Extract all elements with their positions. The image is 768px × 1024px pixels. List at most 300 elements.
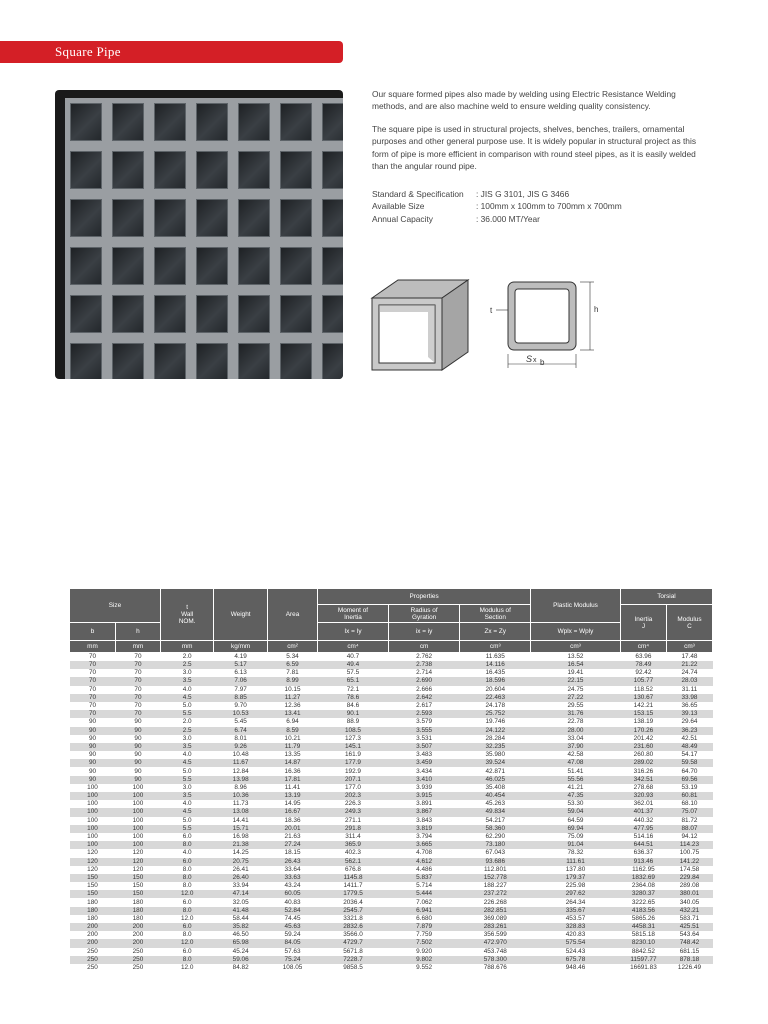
table-cell: 2.642	[388, 694, 460, 702]
unit-cell: kg/mm	[214, 641, 267, 653]
table-cell: 70	[116, 677, 161, 685]
table-cell: 141.22	[666, 858, 712, 866]
table-cell: 12.0	[160, 939, 213, 947]
header-modulus-torsial: Modulus	[677, 615, 702, 623]
header-modulus-c	[666, 605, 712, 641]
table-cell: 68.10	[666, 800, 712, 808]
table-cell: 31.11	[666, 686, 712, 694]
table-cell: 3.410	[388, 776, 460, 784]
table-cell: 278.68	[620, 784, 666, 792]
table-cell: 21.38	[214, 841, 267, 849]
table-cell: 161.9	[318, 751, 389, 759]
table-cell: 7.062	[388, 898, 460, 906]
table-cell: 150	[70, 890, 116, 898]
table-cell: 200	[116, 931, 161, 939]
spec-row-capacity	[372, 213, 622, 225]
table-cell: 19.746	[460, 718, 531, 726]
table-cell: 4.5	[160, 808, 213, 816]
table-cell: 562.1	[318, 858, 389, 866]
table-cell: 90	[70, 751, 116, 759]
table-cell: 100	[70, 800, 116, 808]
table-cell: 93.686	[460, 858, 531, 866]
table-cell: 180	[116, 898, 161, 906]
table-cell: 58.44	[214, 915, 267, 923]
unit-cell: cm	[388, 641, 460, 653]
table-cell: 150	[70, 874, 116, 882]
header-wall-t: t	[186, 604, 189, 611]
table-cell: 52.84	[267, 907, 317, 915]
table-cell: 64.70	[666, 767, 712, 775]
table-cell: 10.15	[267, 686, 317, 694]
table-cell: 90	[70, 735, 116, 743]
table-cell: 3280.37	[620, 890, 666, 898]
label-s: S	[526, 354, 533, 364]
table-cell: 4.5	[160, 759, 213, 767]
spec-row-size	[372, 200, 622, 212]
table-cell: 200	[70, 923, 116, 931]
table-cell: 2036.4	[318, 898, 389, 906]
table-cell: 5.5	[160, 825, 213, 833]
pipe-end	[107, 98, 149, 146]
table-cell: 10.21	[267, 735, 317, 743]
table-cell: 16691.83	[620, 964, 666, 972]
table-cell: 3.555	[388, 727, 460, 735]
table-cell: 11.27	[267, 694, 317, 702]
table-cell: 3.891	[388, 800, 460, 808]
spec-row-standard	[372, 188, 622, 200]
table-cell: 114.23	[666, 841, 712, 849]
table-cell: 8.01	[214, 735, 267, 743]
table-cell: 453.57	[531, 915, 621, 923]
table-cell: 100.75	[666, 849, 712, 857]
pipe-end	[275, 242, 317, 290]
table-cell: 207.1	[318, 776, 389, 784]
table-cell: 11.67	[214, 759, 267, 767]
header-radius-2: Gyration	[412, 613, 437, 621]
table-cell: 24.74	[666, 669, 712, 677]
table-cell: 17.81	[267, 776, 317, 784]
table-cell: 14.95	[267, 800, 317, 808]
table-row	[70, 677, 713, 685]
table-cell: 47.14	[214, 890, 267, 898]
table-cell: 16.67	[267, 808, 317, 816]
table-cell: 1226.49	[666, 964, 712, 972]
header-c: C	[687, 622, 692, 630]
table-cell: 8.99	[267, 677, 317, 685]
header-j: J	[641, 622, 646, 630]
table-row	[70, 718, 713, 726]
table-cell: 37.90	[531, 743, 621, 751]
table-cell: 5.0	[160, 767, 213, 775]
table-row	[70, 948, 713, 956]
unit-cell: cm³	[460, 641, 531, 653]
table-cell: 90	[70, 767, 116, 775]
table-cell: 108.5	[318, 727, 389, 735]
table-cell: 73.180	[460, 841, 531, 849]
pipe-end	[233, 146, 275, 194]
unit-cell: mm	[160, 641, 213, 653]
table-cell: 90	[70, 718, 116, 726]
section-title: Square Pipe	[55, 44, 121, 59]
table-cell: 69.56	[666, 776, 712, 784]
header-b: b	[70, 623, 116, 641]
table-cell: 64.59	[531, 817, 621, 825]
table-cell: 250	[70, 956, 116, 964]
table-cell: 41.21	[531, 784, 621, 792]
table-cell: 3.507	[388, 743, 460, 751]
table-cell: 40.7	[318, 653, 389, 662]
table-cell: 27.24	[267, 841, 317, 849]
header-zx: Zx = Zy	[460, 623, 531, 641]
table-cell: 260.80	[620, 751, 666, 759]
table-cell: 22.15	[531, 677, 621, 685]
table-cell: 229.84	[666, 874, 712, 882]
table-cell: 100	[116, 817, 161, 825]
table-cell: 1779.5	[318, 890, 389, 898]
table-cell: 39.524	[460, 759, 531, 767]
label-b: b	[540, 358, 545, 367]
table-cell: 913.46	[620, 858, 666, 866]
table-cell: 3.915	[388, 792, 460, 800]
table-cell: 90	[70, 727, 116, 735]
table-cell: 26.40	[214, 874, 267, 882]
table-cell: 10.48	[214, 751, 267, 759]
table-cell: 401.37	[620, 808, 666, 816]
table-cell: 342.51	[620, 776, 666, 784]
table-cell: 11.79	[267, 743, 317, 751]
table-row	[70, 792, 713, 800]
table-cell: 226.268	[460, 898, 531, 906]
table-cell: 33.04	[531, 735, 621, 743]
table-cell: 5.837	[388, 874, 460, 882]
table-cell: 9.802	[388, 956, 460, 964]
pipe-3d-drawing	[372, 280, 468, 370]
table-cell: 283.261	[460, 923, 531, 931]
table-cell: 5.0	[160, 817, 213, 825]
table-cell: 75.07	[666, 808, 712, 816]
table-cell: 201.42	[620, 735, 666, 743]
table-cell: 90	[116, 759, 161, 767]
table-cell: 9.552	[388, 964, 460, 972]
table-cell: 84.82	[214, 964, 267, 972]
table-cell: 7.759	[388, 931, 460, 939]
table-cell: 16.98	[214, 833, 267, 841]
table-cell: 179.37	[531, 874, 621, 882]
table-row	[70, 743, 713, 751]
table-cell: 78.32	[531, 849, 621, 857]
table-cell: 118.52	[620, 686, 666, 694]
table-cell: 112.801	[460, 866, 531, 874]
table-cell: 84.6	[318, 702, 389, 710]
table-cell: 90.1	[318, 710, 389, 718]
pipe-end	[317, 242, 343, 290]
header-moment-1: Moment of	[337, 606, 369, 614]
table-cell: 9.920	[388, 948, 460, 956]
table-cell: 27.22	[531, 694, 621, 702]
table-cell: 18.36	[267, 817, 317, 825]
table-cell: 137.80	[531, 866, 621, 874]
table-row	[70, 890, 713, 898]
table-cell: 644.51	[620, 841, 666, 849]
table-cell: 70	[116, 686, 161, 694]
table-cell: 21.22	[666, 661, 712, 669]
unit-cell: mm	[116, 641, 161, 653]
table-cell: 948.46	[531, 964, 621, 972]
table-cell: 12.0	[160, 964, 213, 972]
table-cell: 578.300	[460, 956, 531, 964]
table-cell: 31.76	[531, 710, 621, 718]
table-cell: 4458.31	[620, 923, 666, 931]
table-cell: 138.19	[620, 718, 666, 726]
table-cell: 177.9	[318, 759, 389, 767]
table-cell: 3.0	[160, 784, 213, 792]
table-cell: 5.714	[388, 882, 460, 890]
header-rx: ix = iy	[388, 623, 460, 641]
table-cell: 90	[70, 743, 116, 751]
table-cell: 63.96	[620, 653, 666, 662]
table-cell: 58.360	[460, 825, 531, 833]
table-row	[70, 939, 713, 947]
table-cell: 369.089	[460, 915, 531, 923]
table-row	[70, 858, 713, 866]
table-cell: 70	[116, 661, 161, 669]
table-cell: 94.12	[666, 833, 712, 841]
table-cell: 250	[116, 948, 161, 956]
table-cell: 4183.56	[620, 907, 666, 915]
table-cell: 24.75	[531, 686, 621, 694]
pipe-end	[65, 146, 107, 194]
table-cell: 681.15	[666, 948, 712, 956]
table-row	[70, 710, 713, 718]
table-cell: 575.54	[531, 939, 621, 947]
table-cell: 45.63	[267, 923, 317, 931]
table-cell: 226.3	[318, 800, 389, 808]
label-h: h	[594, 305, 599, 314]
table-cell: 250	[70, 948, 116, 956]
table-cell: 2832.6	[318, 923, 389, 931]
table-cell: 33.64	[267, 866, 317, 874]
table-cell: 583.71	[666, 915, 712, 923]
table-cell: 14.87	[267, 759, 317, 767]
table-cell: 7.81	[267, 669, 317, 677]
pipe-end	[65, 194, 107, 242]
table-cell: 289.02	[620, 759, 666, 767]
table-cell: 78.49	[620, 661, 666, 669]
table-cell: 90	[70, 759, 116, 767]
table-cell: 48.49	[666, 743, 712, 751]
table-cell: 180	[70, 898, 116, 906]
table-cell: 108.05	[267, 964, 317, 972]
table-cell: 145.1	[318, 743, 389, 751]
table-cell: 18.596	[460, 677, 531, 685]
table-cell: 7.97	[214, 686, 267, 694]
table-cell: 3.483	[388, 751, 460, 759]
header-wall-nom: NOM.	[178, 618, 196, 625]
table-cell: 200	[116, 939, 161, 947]
table-cell: 335.67	[531, 907, 621, 915]
table-row	[70, 898, 713, 906]
table-cell: 54.17	[666, 751, 712, 759]
pipe-end	[107, 146, 149, 194]
table-cell: 24.122	[460, 727, 531, 735]
table-cell: 202.3	[318, 792, 389, 800]
pipe-end	[107, 194, 149, 242]
table-cell: 28.284	[460, 735, 531, 743]
table-cell: 200	[70, 931, 116, 939]
table-cell: 59.58	[666, 759, 712, 767]
table-cell: 28.03	[666, 677, 712, 685]
table-row	[70, 653, 713, 662]
table-cell: 105.77	[620, 677, 666, 685]
table-cell: 70	[116, 702, 161, 710]
table-cell: 20.01	[267, 825, 317, 833]
table-cell: 70	[116, 710, 161, 718]
table-cell: 46.50	[214, 931, 267, 939]
table-cell: 8.85	[214, 694, 267, 702]
table-cell: 420.83	[531, 931, 621, 939]
pipe-end	[233, 242, 275, 290]
table-cell: 7.879	[388, 923, 460, 931]
table-cell: 32.05	[214, 898, 267, 906]
table-cell: 2.5	[160, 661, 213, 669]
table-cell: 14.116	[460, 661, 531, 669]
spec-label: Standard & Specification	[372, 189, 464, 199]
pipe-end	[275, 146, 317, 194]
table-row	[70, 694, 713, 702]
table-cell: 250	[70, 964, 116, 972]
table-cell: 35.980	[460, 751, 531, 759]
table-cell: 100	[70, 817, 116, 825]
table-cell: 60.05	[267, 890, 317, 898]
table-row	[70, 727, 713, 735]
header-moment	[318, 605, 389, 623]
pipe-end	[191, 290, 233, 338]
pipe-end	[191, 338, 233, 379]
table-cell: 100	[70, 808, 116, 816]
pipe-end	[317, 290, 343, 338]
square-pipe-photo	[55, 90, 343, 379]
table-cell: 231.60	[620, 743, 666, 751]
pipe-end	[317, 338, 343, 379]
pipe-section-drawing	[496, 282, 594, 368]
header-moment-2: Inertia	[344, 613, 362, 621]
table-cell: 675.78	[531, 956, 621, 964]
table-cell: 3.5	[160, 677, 213, 685]
header-wall	[160, 589, 213, 641]
table-cell: 16.54	[531, 661, 621, 669]
table-cell: 41.48	[214, 907, 267, 915]
table-cell: 271.1	[318, 817, 389, 825]
table-row	[70, 882, 713, 890]
table-cell: 291.8	[318, 825, 389, 833]
table-row	[70, 800, 713, 808]
table-cell: 53.19	[666, 784, 712, 792]
spec-label: Annual Capacity	[372, 213, 433, 224]
pipe-end	[275, 290, 317, 338]
table-cell: 636.37	[620, 849, 666, 857]
table-cell: 90	[116, 776, 161, 784]
table-cell: 2.666	[388, 686, 460, 694]
table-cell: 42.871	[460, 767, 531, 775]
table-cell: 90	[116, 751, 161, 759]
table-cell: 100	[116, 833, 161, 841]
table-cell: 6.941	[388, 907, 460, 915]
table-row	[70, 833, 713, 841]
table-cell: 60.81	[666, 792, 712, 800]
table-cell: 120	[116, 858, 161, 866]
table-cell: 90	[116, 767, 161, 775]
table-cell: 6.13	[214, 669, 267, 677]
pipe-end	[65, 242, 107, 290]
table-cell: 13.41	[267, 710, 317, 718]
table-cell: 432.21	[666, 907, 712, 915]
table-cell: 69.94	[531, 825, 621, 833]
table-cell: 2545.7	[318, 907, 389, 915]
table-row	[70, 874, 713, 882]
table-cell: 3.939	[388, 784, 460, 792]
table-cell: 440.32	[620, 817, 666, 825]
table-row	[70, 849, 713, 857]
table-cell: 78.6	[318, 694, 389, 702]
pipe-end	[191, 242, 233, 290]
table-cell: 6.0	[160, 833, 213, 841]
table-cell: 676.8	[318, 866, 389, 874]
table-cell: 340.05	[666, 898, 712, 906]
table-cell: 51.41	[531, 767, 621, 775]
table-cell: 150	[70, 882, 116, 890]
table-cell: 362.01	[620, 800, 666, 808]
header-modulus-1: Modulus of	[479, 606, 511, 614]
table-cell: 4.486	[388, 866, 460, 874]
unit-cell: cm²	[267, 641, 317, 653]
table-cell: 282.851	[460, 907, 531, 915]
table-cell: 8.0	[160, 956, 213, 964]
table-row	[70, 661, 713, 669]
table-cell: 10.53	[214, 710, 267, 718]
table-cell: 3.5	[160, 792, 213, 800]
spec-list	[372, 188, 622, 225]
table-cell: 3321.8	[318, 915, 389, 923]
table-cell: 22.463	[460, 694, 531, 702]
header-h: h	[116, 623, 161, 641]
table-cell: 878.18	[666, 956, 712, 964]
header-weight: Weight	[214, 589, 267, 641]
table-cell: 29.55	[531, 702, 621, 710]
pipe-end	[191, 194, 233, 242]
table-row	[70, 669, 713, 677]
table-cell: 28.00	[531, 727, 621, 735]
table-cell: 16.36	[267, 767, 317, 775]
table-row	[70, 808, 713, 816]
header-inertia-j	[620, 605, 666, 641]
table-cell: 100	[116, 808, 161, 816]
table-cell: 72.1	[318, 686, 389, 694]
table-row	[70, 931, 713, 939]
table-cell: 225.98	[531, 882, 621, 890]
table-cell: 170.26	[620, 727, 666, 735]
pipe-end	[191, 146, 233, 194]
table-cell: 200	[116, 923, 161, 931]
table-cell: 2.690	[388, 677, 460, 685]
pipe-end	[233, 338, 275, 379]
table-cell: 180	[116, 907, 161, 915]
table-cell: 7.06	[214, 677, 267, 685]
table-cell: 152.778	[460, 874, 531, 882]
table-cell: 21.63	[267, 833, 317, 841]
table-cell: 5815.18	[620, 931, 666, 939]
table-cell: 12.0	[160, 915, 213, 923]
table-cell: 6.0	[160, 923, 213, 931]
